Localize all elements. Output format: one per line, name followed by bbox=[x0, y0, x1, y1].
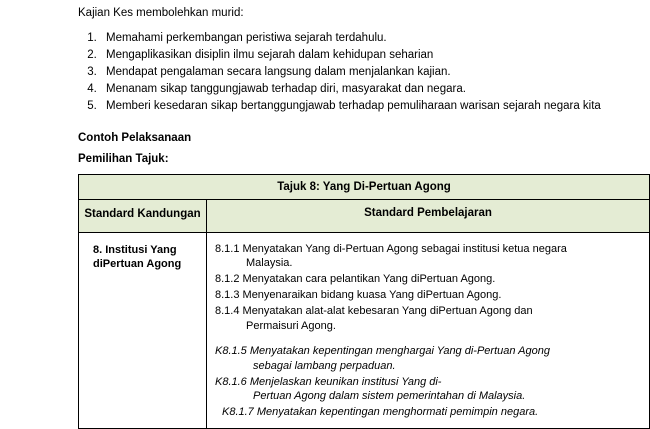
headings-block bbox=[78, 130, 630, 168]
table-row-title bbox=[79, 174, 650, 199]
list-item: 4. Menanam sikap tanggungjawab terhadap diri, masyarakat dan negara. bbox=[100, 81, 630, 98]
list-item bbox=[215, 242, 643, 271]
list-item bbox=[215, 288, 643, 303]
column-header-content-standard: Standard Kandungan bbox=[79, 199, 207, 232]
list-item bbox=[215, 405, 643, 420]
section-heading-topic-selection: Pemilihan Tajuk: bbox=[78, 152, 169, 165]
list-item bbox=[215, 272, 643, 287]
sp-code: K8.1.5 bbox=[215, 345, 247, 358]
sp-text-cont: Malaysia. bbox=[246, 257, 293, 270]
spacer bbox=[215, 335, 643, 344]
sp-text: Menjelaskan keunikan institusi Yang di- bbox=[249, 375, 442, 388]
table-title-cell: Tajuk 8: Yang Di-Pertuan Agong bbox=[79, 174, 650, 199]
sp-code: 8.1.3 bbox=[215, 289, 240, 302]
sp-text: Menyatakan alat-alat kebesaran Yang diPertuan Agong dan bbox=[242, 305, 533, 318]
sp-text: Menyatakan cara pelantikan Yang diPertuan Agong. bbox=[242, 273, 496, 286]
list-item: 3. Mendapat pengalaman secara langsung dalam menjalankan kajian. bbox=[100, 64, 630, 81]
sp-code: 8.1.1 bbox=[215, 242, 240, 255]
list-item: 1. Memahami perkembangan peristiwa sejarah terdahulu. bbox=[100, 30, 630, 47]
topic-table bbox=[78, 174, 650, 429]
table-row bbox=[79, 232, 650, 428]
list-item bbox=[215, 304, 643, 333]
sp-code: 8.1.4 bbox=[215, 305, 240, 318]
sp-text: Menyatakan Yang di-Pertuan Agong sebagai institusi ketua negara bbox=[242, 242, 567, 255]
content-standard-cell: 8. Institusi Yang diPertuan Agong bbox=[79, 232, 207, 428]
list-item: 5. Memberi kesedaran sikap bertanggungjawab terhadap pemuliharaan warisan sejarah negara kita bbox=[100, 98, 630, 115]
section-heading-implementation: Contoh Pelaksanaan bbox=[78, 131, 192, 144]
learning-standard-cell bbox=[207, 232, 650, 428]
sp-code: 8.1.2 bbox=[215, 273, 240, 286]
benefits-list bbox=[78, 30, 630, 115]
intro-text: Kajian Kes membolehkan murid: bbox=[78, 7, 244, 19]
sp-text-cont: Permaisuri Agong. bbox=[246, 319, 336, 332]
list-item: 2. Mengaplikasikan disiplin ilmu sejarah dalam kehidupan seharian bbox=[100, 47, 630, 64]
column-header-learning-standard: Standard Pembelajaran bbox=[207, 199, 650, 232]
sp-code: K8.1.6 bbox=[215, 375, 247, 388]
list-item bbox=[215, 344, 643, 373]
sp-text: Menyatakan kepentingan menghargai Yang di-Pertuan Agong bbox=[249, 345, 550, 358]
table-row-headers bbox=[79, 199, 650, 232]
sp-text-cont: Pertuan Agong dalam sistem pemerintahan di Malaysia. bbox=[253, 390, 526, 403]
sp-code: K8.1.7 bbox=[222, 406, 254, 419]
sp-text-cont: sebagai lambang perpaduan. bbox=[253, 359, 396, 372]
sp-text: Menyenaraikan bidang kuasa Yang diPertuan Agong. bbox=[242, 289, 502, 302]
sp-text: Menyatakan kepentingan menghormati pemimpin negara. bbox=[256, 406, 539, 419]
